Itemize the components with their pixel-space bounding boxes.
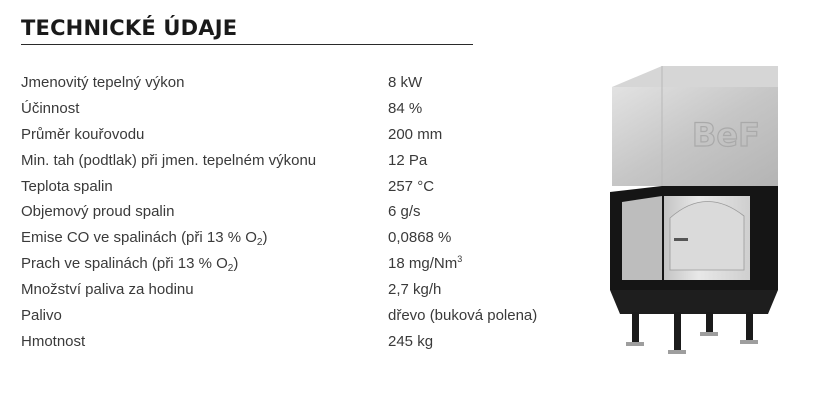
spec-label: Palivo <box>21 307 62 325</box>
leg <box>706 312 713 334</box>
spec-value: 2,7 kg/h <box>388 281 442 299</box>
spec-value: 0,0868 % <box>388 229 452 247</box>
spec-label: Hmotnost <box>21 332 86 350</box>
spec-label <box>21 225 267 253</box>
spec-value: 245 kg <box>388 332 434 350</box>
spec-label: Teplota spalin <box>21 177 113 195</box>
spec-label: Množství paliva za hodinu <box>21 281 194 299</box>
spec-row <box>21 70 581 96</box>
spec-value <box>388 251 462 279</box>
spec-value: 8 kW <box>388 74 423 91</box>
leg <box>674 312 681 352</box>
spec-value: 257 °C <box>388 177 435 195</box>
spec-row <box>21 225 581 251</box>
plinth <box>610 290 778 314</box>
spec-row <box>21 329 581 355</box>
hood-top <box>612 66 778 87</box>
spec-value: 200 mm <box>388 125 443 143</box>
spec-value: 12 Pa <box>388 151 428 169</box>
spec-label-end: ) <box>233 255 239 273</box>
spec-row <box>21 174 581 200</box>
title-underline <box>21 44 473 45</box>
spec-label-subscript: 2 <box>227 263 234 275</box>
spec-value: 6 g/s <box>388 203 421 221</box>
spec-list <box>21 70 581 355</box>
spec-row <box>21 251 581 277</box>
spec-row <box>21 122 581 148</box>
spec-label-subscript: 2 <box>256 237 263 249</box>
spec-label-text: Emise CO ve spalinách (při 13 % O <box>21 229 257 247</box>
spec-value-superscript: 3 <box>457 254 463 265</box>
leg <box>632 312 639 344</box>
spec-row <box>21 199 581 225</box>
spec-label: Jmenovitý tepelný výkon <box>21 74 185 91</box>
section-title: TECHNICKÉ ÚDAJE <box>21 16 238 40</box>
spec-value: 84 % <box>388 99 423 117</box>
spec-label: Min. tah (podtlak) při jmen. tepelném výkonu <box>21 151 317 169</box>
spec-row <box>21 277 581 303</box>
spec-label-text: Prach ve spalinách (při 13 % O <box>21 255 228 273</box>
spec-label-end: ) <box>262 229 268 247</box>
spec-value-text: 18 mg/Nm <box>388 255 458 273</box>
firebox-arch <box>670 201 744 270</box>
spec-label: Objemový proud spalin <box>21 203 175 221</box>
spec-value: dřevo (buková polena) <box>388 307 538 325</box>
spec-label: Účinnost <box>21 99 80 117</box>
leg <box>746 312 753 342</box>
fireplace-insert-image <box>598 58 798 368</box>
spec-label <box>21 251 238 279</box>
firebox-glass-side <box>622 196 662 280</box>
hood-logo: BeF <box>692 116 760 154</box>
spec-row <box>21 303 581 329</box>
spec-row <box>21 148 581 174</box>
spec-row <box>21 96 581 122</box>
spec-label: Průměr kouřovodu <box>21 125 145 143</box>
